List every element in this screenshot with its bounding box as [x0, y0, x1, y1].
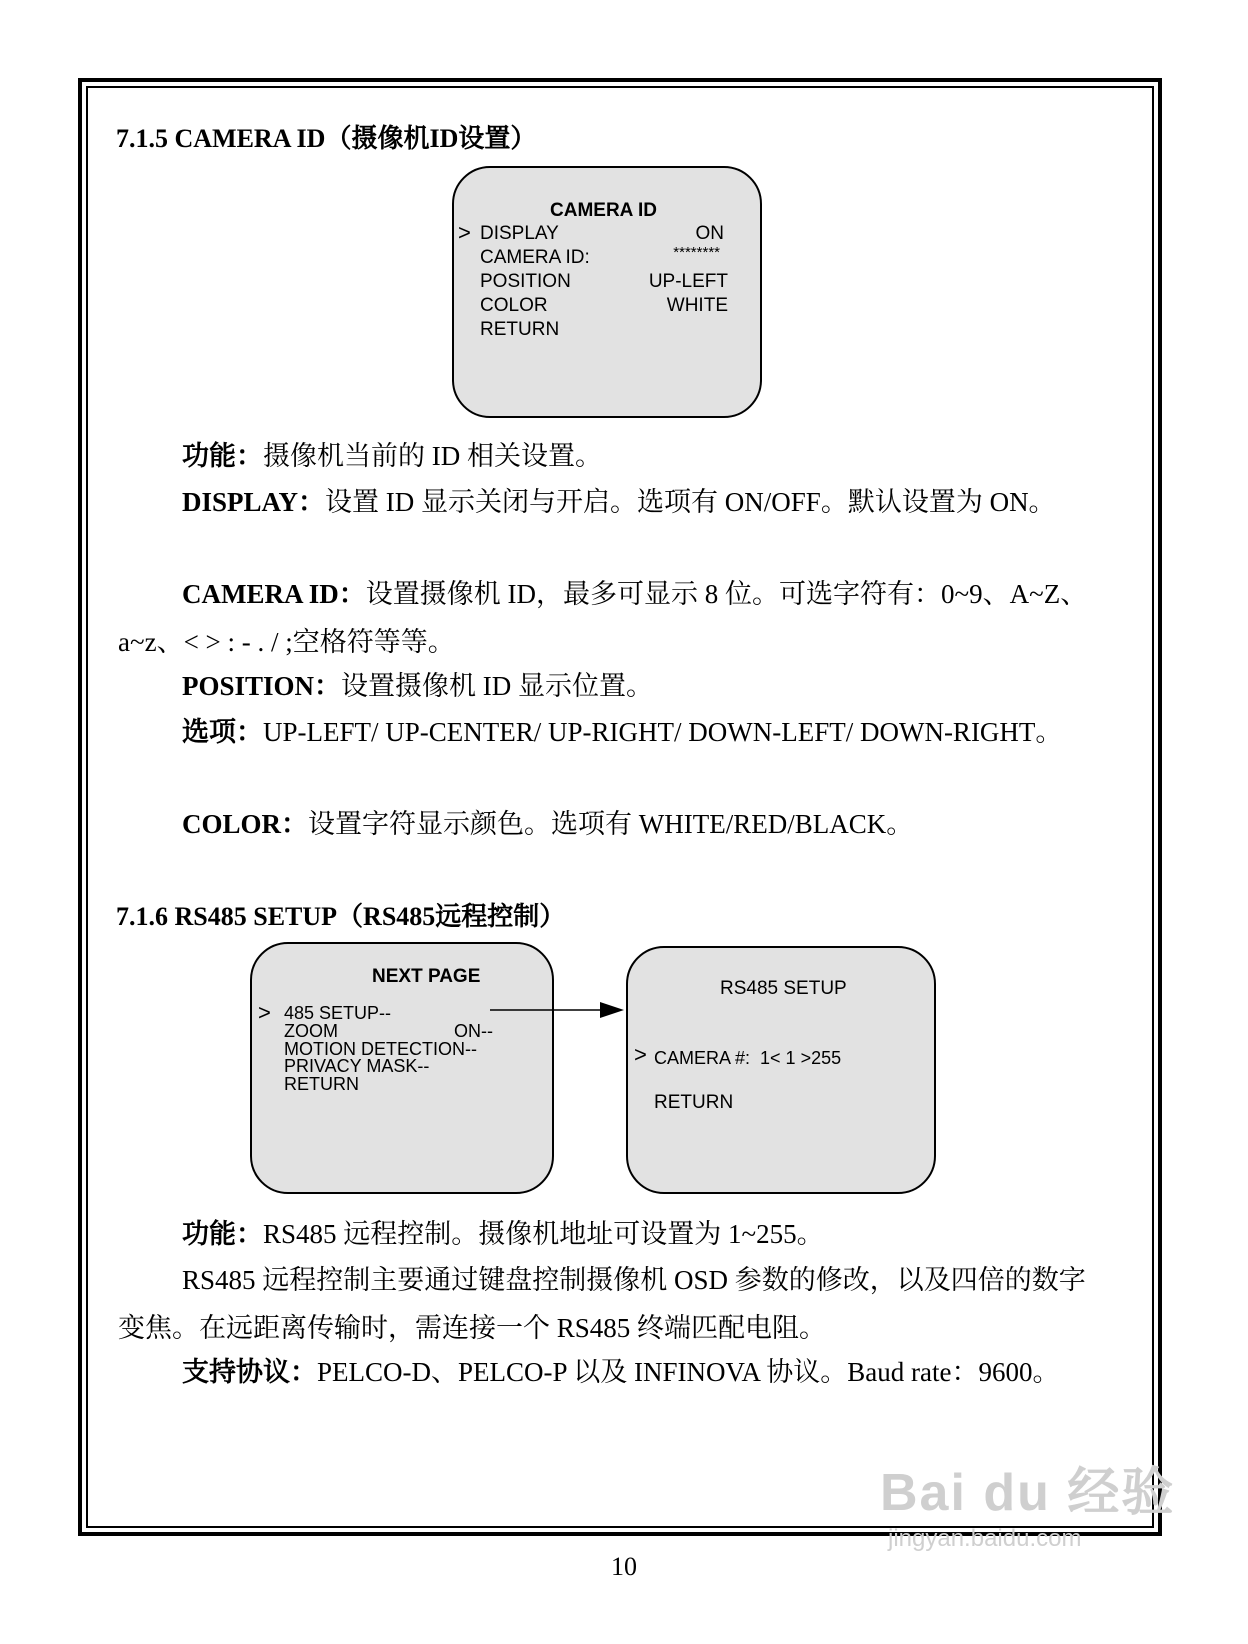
osd-row: MOTION DETECTION--: [284, 1039, 477, 1059]
term-label: 选项：: [182, 717, 263, 747]
osd-row: 485 SETUP--: [284, 1003, 392, 1023]
paragraph-text: UP-LEFT/ UP-CENTER/ UP-RIGHT/ DOWN-LEFT/ DOWN-RIGHT。: [263, 717, 1063, 747]
term-label: 功能：: [182, 441, 263, 471]
term-label: CAMERA ID：: [182, 579, 366, 609]
paragraph-color: [118, 800, 1108, 848]
term-label: COLOR：: [182, 809, 309, 839]
osd-row: CAMERA #: 1< 1 >255: [654, 1048, 842, 1068]
osd-camera-id-menu: [452, 166, 762, 418]
term-label: POSITION：: [182, 671, 342, 701]
paragraph-position: [118, 662, 1108, 710]
paragraph-text: RS485 远程控制。摄像机地址可设置为 1~255。: [263, 1219, 824, 1249]
paragraph-display: [118, 478, 1108, 526]
osd-row: PRIVACY MASK--: [284, 1056, 430, 1076]
paragraph-text: RS485 远程控制主要通过键盘控制摄像机 OSD 参数的修改，以及四倍的数字变焦。在远距离传输时，需连接一个 RS485 终端匹配电阻。: [118, 1265, 1086, 1343]
osd-row-value: ********: [673, 244, 720, 261]
cursor-arrow-icon: >: [634, 1042, 647, 1067]
cursor-arrow-icon: >: [458, 220, 471, 245]
paragraph-text: 设置 ID 显示关闭与开启。选项有 ON/OFF。默认设置为 ON。: [325, 487, 1056, 517]
watermark-url: jingyan.baidu.com: [888, 1525, 1082, 1552]
osd-row-value: ON--: [454, 1021, 493, 1041]
osd-rs485-setup-menu: [626, 946, 936, 1194]
osd-row-label: POSITION: [480, 271, 571, 292]
paragraph-text: 设置摄像机 ID，最多可显示 8 位。可选字符有：0~9、A~Z、a~z、< > : - . / ;空格符等等。: [118, 579, 1088, 657]
osd-row-label: DISPLAY: [480, 223, 559, 244]
paragraph-rs485-function: [118, 1210, 1108, 1258]
paragraph-protocols: [118, 1348, 1108, 1396]
paragraph-rs485-description: [118, 1256, 1108, 1352]
osd-row-value: WHITE: [666, 295, 728, 316]
paragraph-camera-id: [118, 570, 1108, 666]
osd-row: RETURN: [654, 1092, 734, 1113]
term-label: DISPLAY：: [182, 487, 326, 517]
section-heading-rs485: 7.1.6 RS485 SETUP（RS485远程控制）: [116, 902, 566, 931]
paragraph-options: [118, 708, 1108, 756]
paragraph-function: [118, 432, 1108, 480]
osd-row-label: RETURN: [480, 319, 560, 340]
osd-row: RETURN: [284, 1074, 359, 1094]
cursor-arrow-icon: >: [258, 1000, 271, 1025]
osd-next-page-menu: [250, 942, 554, 1194]
osd-title: NEXT PAGE: [372, 966, 481, 987]
paragraph-text: PELCO-D、PELCO-P 以及 INFINOVA 协议。Baud rate：9600。: [317, 1357, 1060, 1387]
osd-row-value: UP-LEFT: [648, 271, 728, 292]
osd-row-label: COLOR: [480, 295, 548, 316]
watermark-brand: Bai du 经验: [880, 1464, 1176, 1522]
paragraph-text: 摄像机当前的 ID 相关设置。: [263, 441, 602, 471]
paragraph-text: 设置摄像机 ID 显示位置。: [341, 671, 654, 701]
osd-title: RS485 SETUP: [720, 978, 847, 999]
paragraph-text: 设置字符显示颜色。选项有 WHITE/RED/BLACK。: [308, 809, 914, 839]
term-label: 功能：: [182, 1219, 263, 1249]
osd-row-value: ON: [695, 223, 724, 244]
osd-row-label: CAMERA ID:: [480, 247, 590, 268]
osd-row-label: ZOOM: [284, 1021, 338, 1041]
term-label: 支持协议：: [182, 1357, 317, 1387]
osd-title: CAMERA ID: [550, 200, 657, 221]
section-heading-camera-id: 7.1.5 CAMERA ID（摄像机ID设置）: [116, 124, 537, 153]
arrow-right-icon: [490, 998, 630, 1022]
page-number: 10: [611, 1552, 637, 1581]
